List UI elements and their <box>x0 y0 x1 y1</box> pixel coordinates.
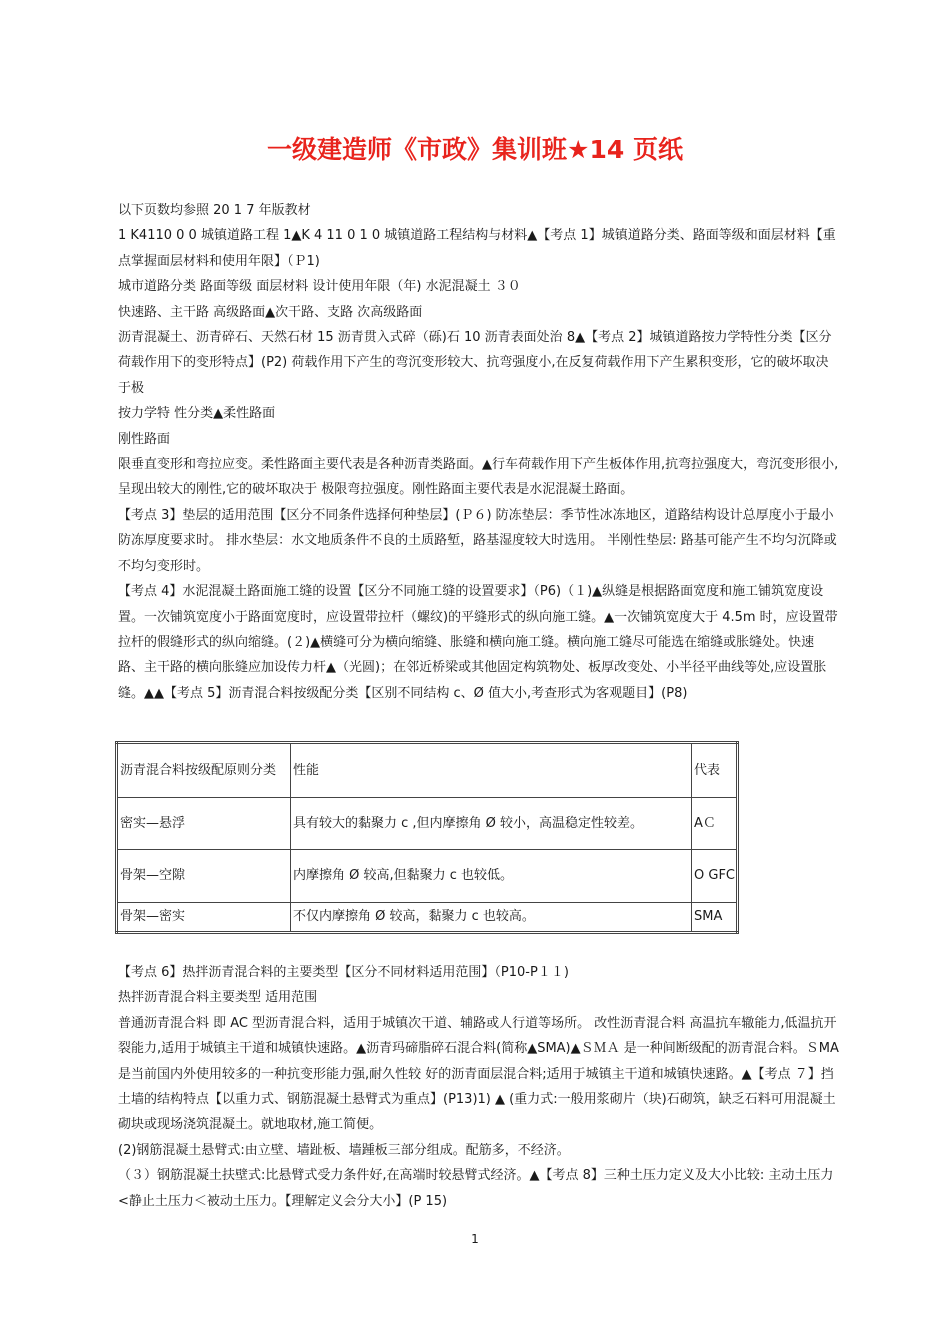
paragraph: 快速路、主干路 高级路面▲次干路、支路 次高级路面 <box>118 304 423 320</box>
body-text-top <box>118 198 840 706</box>
table-cell: O GFC <box>692 850 738 903</box>
paragraph: 刚性路面 <box>118 431 171 447</box>
table-cell: SMA <box>692 903 738 933</box>
paragraph: 沥青混凝土、沥青碎石、天然石材 15 沥青贯入式碎（砾)石 10 沥青表面处治 8▲【考点 2】城镇道路按力学特性分类【区分荷载作用下的变形特点】(P2) 荷载作用下产生的弯沉变形较大、抗弯强度小,在反复荷载作用下产生累积变形，它的破坏取决于极 <box>118 330 832 396</box>
paragraph: 【考点 3】垫层的适用范围【区分不同条件选择何种垫层】(Ｐ６) 防冻垫层：季节性冰冻地区，道路结构设计总厚度小于最小防冻厚度要求时。 排水垫层：水文地质条件不良的土质路堑，路基湿度较大时选用。 半刚性垫层: 路基可能产生不均匀沉降或不均匀变形时。 <box>118 507 837 574</box>
paragraph: （３）钢筋混凝土扶壁式:比悬臂式受力条件好,在高端时较悬臂式经济。▲【考点 8】三种土压力定义及大小比较: 主动土压力<静止土压力＜被动土压力。【理解定义会分大小】(P 15) <box>118 1168 834 1209</box>
paragraph: 热拌沥青混合料主要类型 适用范围 <box>118 990 318 1006</box>
table-cell: 骨架—空隙 <box>117 850 291 903</box>
paragraph: 【考点 4】水泥混凝土路面施工缝的设置【区分不同施工缝的设置要求】（P6)（１)▲纵缝是根据路面宽度和施工铺筑宽度设置。一次铺筑宽度小于路面宽度时，应设置带拉杆（螺纹)的平缝形式的纵向施工缝。▲一次铺筑宽度大于 4.5m 时，应设置带拉杆的假缝形式的纵向缩缝。(２)▲横缝可分为横向缩缝、胀缝和横向施工缝。横向施工缝尽可能选在缩缝或胀缝处。快速路、主干路的横向胀缝应加设传力杆▲（光圆)；在邻近桥梁或其他固定构筑物处、板厚改变处、小半径平曲线等处,应设置胀缝。▲▲【考点 5】沥青混合料按级配分类【区别不同结构 c、Ø 值大小,考查形式为客观题目】(P8) <box>118 584 838 701</box>
table-cell: AＣ <box>692 798 738 850</box>
table-row <box>117 798 738 850</box>
paragraph: 以下页数均参照 20 1 7 年版教材 <box>118 203 311 218</box>
table-cell: 不仅内摩擦角 Ø 较高，黏聚力 c 也较高。 <box>291 903 692 933</box>
table-row <box>117 850 738 903</box>
table-cell: 骨架—密实 <box>117 903 291 933</box>
body-text-bottom <box>118 960 840 1214</box>
table-row <box>117 903 738 933</box>
asphalt-grading-table <box>115 741 739 934</box>
page-title: 一级建造师《市政》集训班★14 页纸 <box>267 135 683 164</box>
table-cell: 密实—悬浮 <box>117 798 291 850</box>
paragraph: 普通沥青混合料 即 AC 型沥青混合料，适用于城镇次干道、辅路或人行道等场所。 改性沥青混合料 高温抗车辙能力,低温抗开裂能力,适用于城镇主干道和城镇快速路。▲沥青玛碲脂碎石混合料(简称▲SMA)▲ＳＭＡ 是一种间断级配的沥青混合料。ＳMA 是当前国内外使用较多的一种抗变形能力强,耐久性较 好的沥青面层混合料;适用于城镇主干道和城镇快速路。▲【考点 ７】挡土墙的结构特点【以重力式、钢筋混凝土悬臂式为重点】(P13)1) ▲ (重力式:一般用浆砌片（块)石砌筑，缺乏石料可用混凝土砌块或现场浇筑混凝土。就地取材,施工简便。 <box>118 1015 839 1133</box>
paragraph: 限垂直变形和弯拉应变。柔性路面主要代表是各种沥青类路面。▲行车荷载作用下产生板体作用,抗弯拉强度大，弯沉变形很小,呈现出较大的刚性,它的破坏取决于 极限弯拉强度。刚性路面主要代表是水泥混凝土路面。 <box>118 457 839 498</box>
table-cell: 具有较大的黏聚力 c ,但内摩擦角 Ø 较小，高温稳定性较差。 <box>291 798 692 850</box>
page-number: 1 <box>471 1232 479 1246</box>
paragraph: 城市道路分类 路面等级 面层材料 设计使用年限（年) 水泥混凝土 ３０ <box>118 279 521 295</box>
paragraph: 【考点 6】热拌沥青混合料的主要类型【区分不同材料适用范围】（P10-P１１) <box>118 965 569 980</box>
table-cell: 内摩擦角 Ø 较高,但黏聚力 c 也较低。 <box>291 850 692 903</box>
table-header-row <box>117 743 738 798</box>
table-header-cell: 沥青混合料按级配原则分类 <box>117 743 291 798</box>
paragraph: 1 K4110 0 0 城镇道路工程 1▲K 4 11 0 1 0 城镇道路工程结构与材料▲【考点 1】城镇道路分类、路面等级和面层材料【重点掌握面层材料和使用年限】（Ｐ1) <box>118 228 836 269</box>
paragraph: (2)钢筋混凝土悬臂式:由立壁、墙趾板、墙踵板三部分组成。配筋多，不经济。 <box>118 1142 570 1158</box>
paragraph: 按力学特 性分类▲柔性路面 <box>118 406 276 422</box>
table-header-cell: 性能 <box>291 743 692 798</box>
table-header-cell: 代表 <box>692 743 738 798</box>
